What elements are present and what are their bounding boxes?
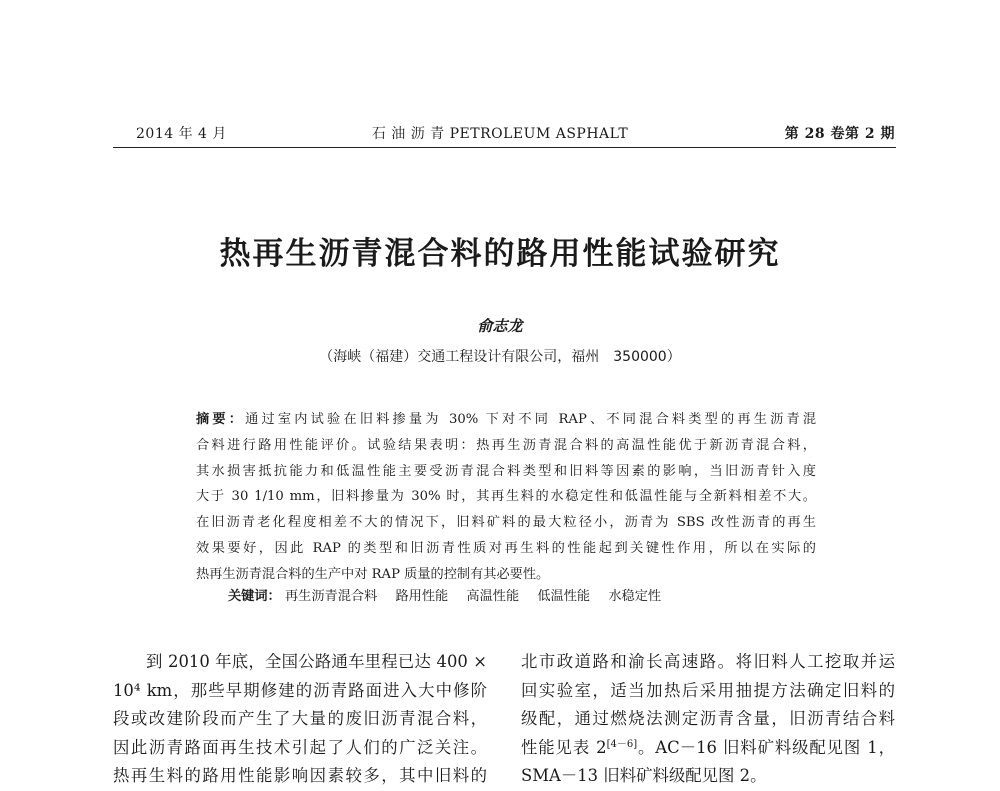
abstract-line: 大于 30 1/10 mm，旧料掺量为 30% 时，其再生料的水稳定性和低温性能与全新料相差不大。: [196, 489, 816, 505]
body-line: 级配，通过燃烧法测定沥青含量，旧沥青结合料: [521, 709, 895, 728]
abstract-line: 热再生沥青混合料的生产中对 RAP 质量的控制有其必要性。: [196, 566, 550, 582]
keyword: 水稳定性: [608, 589, 662, 604]
keyword: 路用性能: [395, 589, 449, 604]
body-line: SMA－13 旧料矿料级配见图 2。: [521, 766, 767, 785]
body-line: 因此沥青路面再生技术引起了人们的广泛关注。: [113, 737, 487, 757]
abstract-line: 其水损害抵抗能力和低温性能主要受沥青混合料类型和旧料等因素的影响，当旧沥青针入度: [196, 463, 816, 479]
author-name: 俞志龙: [477, 317, 523, 335]
abstract-label: 摘要：: [196, 412, 246, 427]
body-text: 。AC－16 旧料矿料级配见图 1，: [637, 737, 896, 757]
abstract-line: [196, 407, 816, 433]
keyword: 低温性能: [537, 589, 591, 604]
body-line: 10⁴ km，那些早期修建的沥青路面进入大中修阶: [113, 680, 487, 700]
abstract-line: 合料进行路用性能评价。试验结果表明：热再生沥青混合料的高温性能优于新沥青混合料，: [196, 437, 816, 453]
keyword: 再生沥青混合料: [284, 589, 378, 604]
keywords: [228, 585, 675, 604]
author-affiliation: （海峡（福建）交通工程设计有限公司，福州 350000）: [319, 349, 681, 365]
body-column-left: [113, 648, 487, 791]
body-line: 段或改建阶段而产生了大量的废旧沥青混合料，: [113, 709, 487, 728]
volume-issue: 第 28 卷第 2 期: [784, 126, 895, 142]
paper-title: 热再生沥青混合料的路用性能试验研究: [219, 236, 781, 272]
header-rule: [113, 147, 896, 148]
body-text: 性能见表 2: [521, 737, 607, 757]
body-line: [521, 734, 895, 763]
body-column-right: [521, 648, 895, 791]
abstract-line: 在旧沥青老化程度相差不大的情况下，旧料矿料的最大粒径小，沥青为 SBS 改性沥青的再生: [196, 515, 816, 531]
journal-name: 石 油 沥 青 PETROLEUM ASPHALT: [371, 126, 629, 142]
citation-ref: [4－6]: [606, 738, 638, 750]
body-line: 到 2010 年底，全国公路通车里程已达 400 ×: [146, 652, 487, 671]
issue-date: 2014 年 4 月: [136, 126, 227, 142]
abstract-line: 效果要好，因此 RAP 的类型和旧沥青性质对再生料的性能起到关键性作用，所以在实际的: [196, 540, 816, 556]
body-line: 回实验室，适当加热后采用抽提方法确定旧料的: [521, 680, 895, 700]
abstract-text: 通过室内试验在旧料掺量为 30% 下对不同 RAP、不同混合料类型的再生沥青混: [245, 412, 817, 427]
keyword: 高温性能: [466, 589, 520, 604]
body-line: 北市政道路和渝长高速路。将旧料人工挖取并运: [521, 652, 895, 671]
keywords-label: 关键词：: [228, 589, 281, 604]
body-line: 热再生料的路用性能影响因素较多，其中旧料的: [113, 766, 487, 785]
abstract: [196, 407, 816, 588]
